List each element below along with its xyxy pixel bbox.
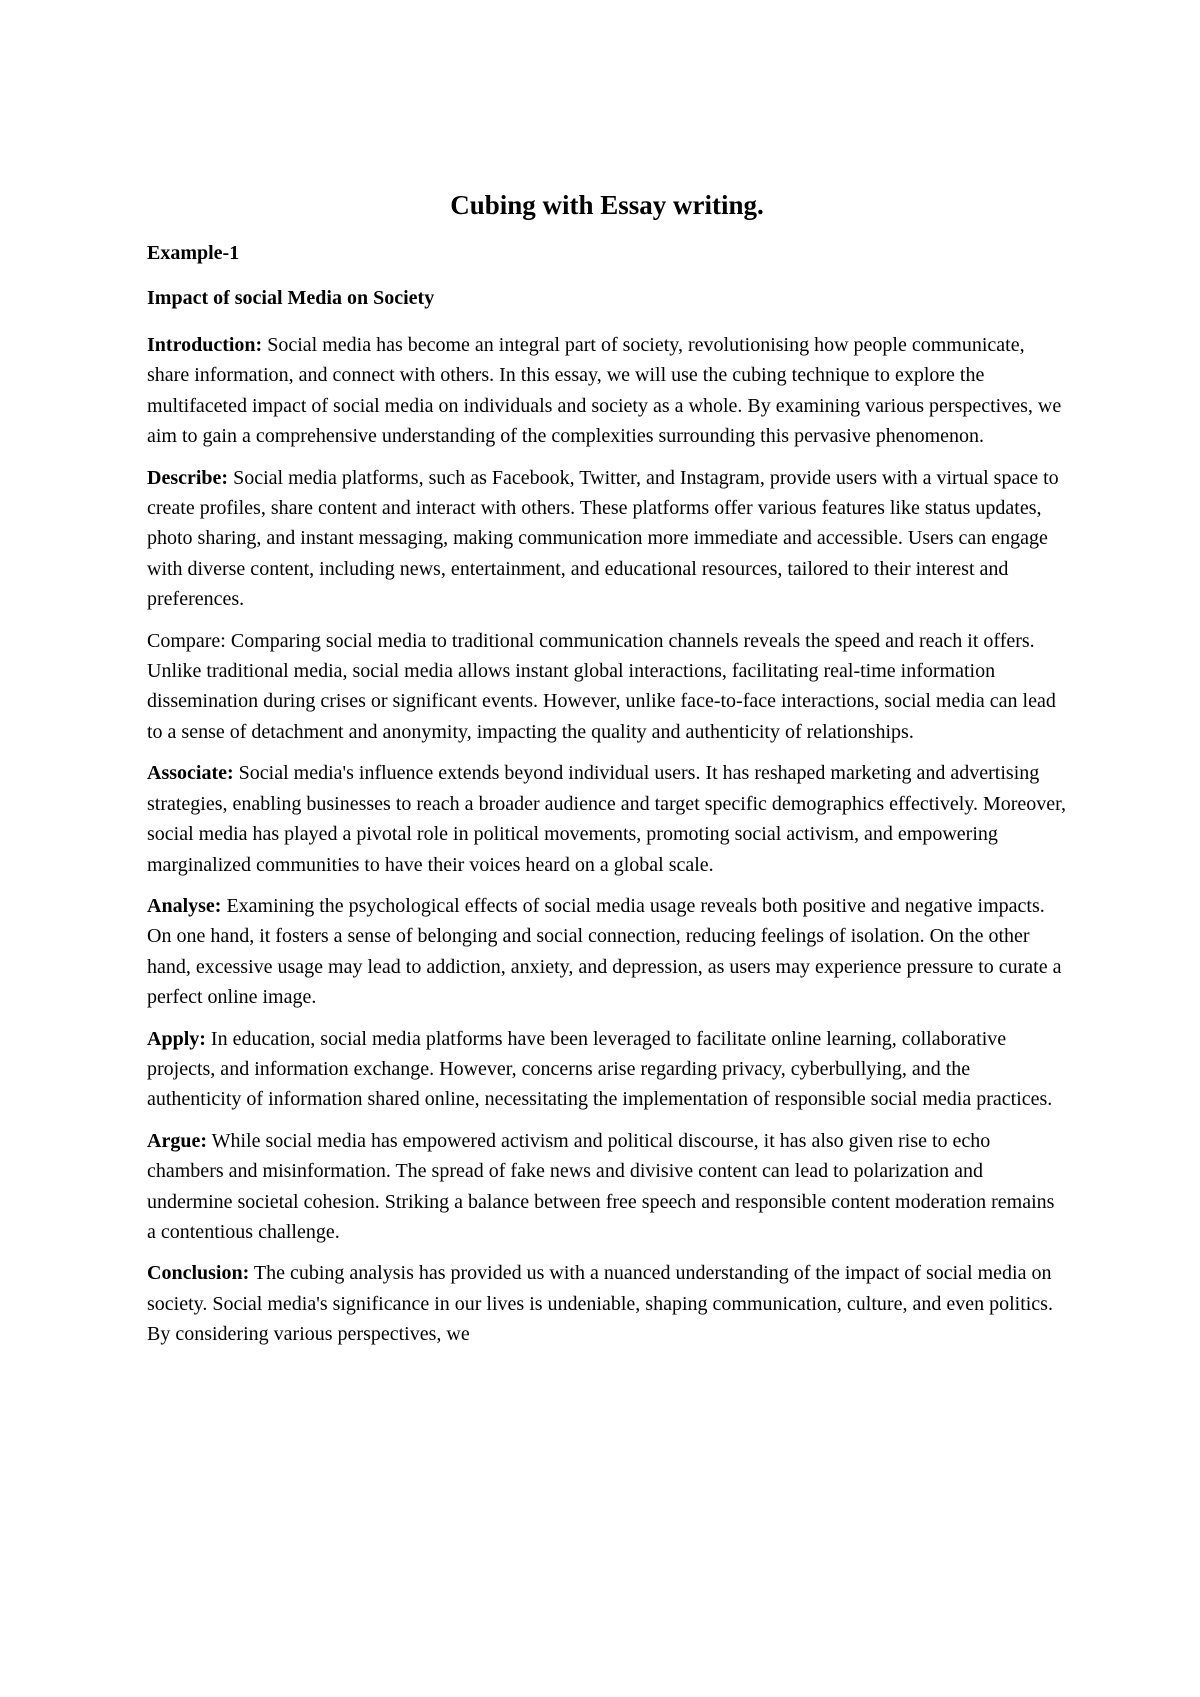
paragraph-analyse [147,891,1067,1013]
section-label-analyse: Analyse: [147,894,222,917]
section-text-apply: In education, social media platforms have been leveraged to facilitate online learning, collaborative projects, and information exchange. However, concerns arise regarding privacy, cyberbullying, and the authenticity of information shared online, necessitating the implementation of responsible social media practices. [147,1027,1053,1111]
paragraph-conclusion [147,1258,1067,1349]
section-text-compare: Compare: Comparing social media to traditional communication channels reveals the speed and reach it offers. Unlike traditional media, social media allows instant global interactions, facilitating real-time information dissemination during crises or significant events. However, unlike face-to-face interactions, social media can lead to a sense of detachment and anonymity, impacting the quality and authenticity of relationships. [147,629,1056,743]
paragraph-associate [147,758,1067,880]
paragraph-compare [147,626,1067,748]
section-label-conclusion: Conclusion: [147,1262,250,1285]
section-text-argue: While social media has empowered activism and political discourse, it has also given rise to echo chambers and misinformation. The spread of fake news and divisive content can lead to polarization and undermine societal cohesion. Striking a balance between free speech and responsible content moderation remains a contentious challenge. [147,1129,1055,1243]
section-label-associate: Associate: [147,762,234,785]
section-label-describe: Describe: [147,466,229,489]
section-text-conclusion: The cubing analysis has provided us with a nuanced understanding of the impact of social media on society. Social media's significance in our lives is undeniable, shaping communication, culture, and even politics. By considering various perspectives, we [147,1262,1053,1346]
section-text-associate: Social media's influence extends beyond individual users. It has reshaped marketing and advertising strategies, enabling businesses to reach a broader audience and target specific demographics effectively. Moreover, social media has played a pivotal role in political movements, promoting social activism, and empowering marginalized communities to have their voices heard on a global scale. [147,762,1067,876]
paragraph-describe [147,463,1067,615]
section-label-apply: Apply: [147,1027,206,1050]
essay-title: Impact of social Media on Society [147,287,435,309]
page-content [147,188,1067,1361]
section-text-introduction: Social media has become an integral part of society, revolutionising how people communicate, share information, and connect with others. In this essay, we will use the cubing technique to explore the multifaceted impact of social media on individuals and society as a whole. By examining various perspectives, we aim to gain a comprehensive understanding of the complexities surrounding this pervasive phenomenon. [147,334,1062,448]
section-label-introduction: Introduction: [147,334,263,356]
example-label: Example-1 [147,242,240,264]
document-title: Cubing with Essay writing. [450,190,764,220]
paragraph-introduction [147,330,1067,452]
section-text-analyse: Examining the psychological effects of social media usage reveals both positive and negative impacts. On one hand, it fosters a sense of belonging and social connection, reducing feelings of isolation. On the other hand, excessive usage may lead to addiction, anxiety, and depression, as users may experience pressure to curate a perfect online image. [147,894,1062,1009]
section-text-describe: Social media platforms, such as Facebook, Twitter, and Instagram, provide users with a virtual space to create profiles, share content and interact with others. These platforms offer various features like status updates, photo sharing, and instant messaging, making communication more immediate and accessible. Users can engage with diverse content, including news, entertainment, and educational resources, tailored to their interest and preferences. [147,466,1059,611]
paragraph-argue [147,1126,1067,1248]
section-label-argue: Argue: [147,1129,207,1152]
paragraph-apply [147,1024,1067,1115]
